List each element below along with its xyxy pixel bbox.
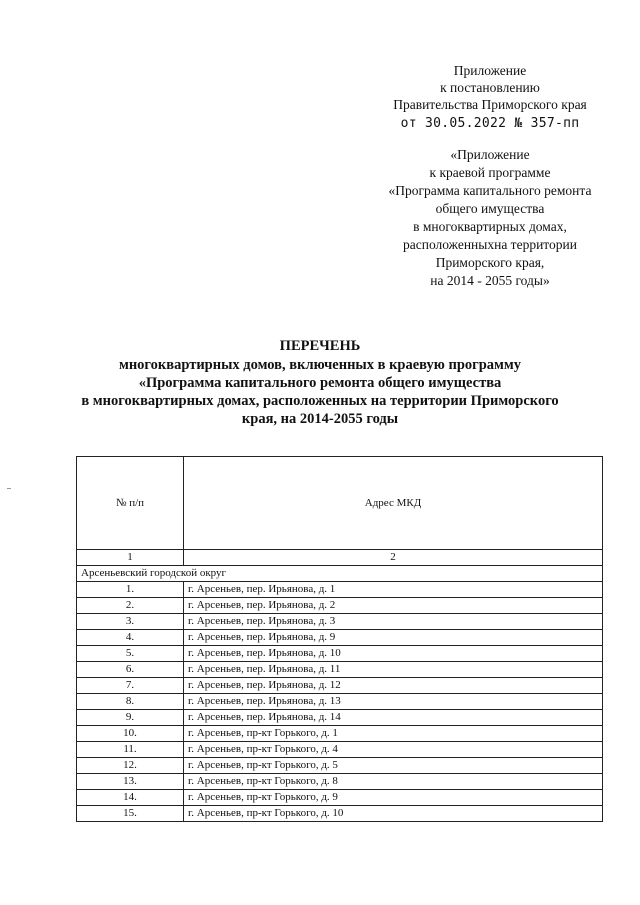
row-number: 4. bbox=[77, 630, 184, 646]
row-address: г. Арсеньев, пер. Ирьянова, д. 10 bbox=[184, 646, 603, 662]
scan-mark bbox=[7, 488, 11, 489]
row-number: 2. bbox=[77, 598, 184, 614]
row-number: 7. bbox=[77, 678, 184, 694]
buildings-table bbox=[76, 456, 603, 822]
table-row bbox=[77, 630, 603, 646]
program-appendix-line-1: «Приложение bbox=[450, 147, 530, 162]
row-address: г. Арсеньев, пр-кт Горького, д. 9 bbox=[184, 790, 603, 806]
table-row bbox=[77, 582, 603, 598]
row-address: г. Арсеньев, пр-кт Горького, д. 1 bbox=[184, 726, 603, 742]
group-label: Арсеньевский городской округ bbox=[77, 566, 603, 582]
row-address: г. Арсеньев, пер. Ирьянова, д. 3 bbox=[184, 614, 603, 630]
program-appendix-line-8: на 2014 - 2055 годы» bbox=[430, 273, 550, 288]
group-row bbox=[77, 566, 603, 582]
title-line-3: «Программа капитального ремонта общего имущества bbox=[138, 375, 502, 391]
table-row bbox=[77, 678, 603, 694]
appendix-header bbox=[340, 62, 640, 132]
decree-number: от 30.05.2022 № 357-пп bbox=[400, 116, 580, 131]
row-address: г. Арсеньев, пер. Ирьянова, д. 12 bbox=[184, 678, 603, 694]
program-appendix-header bbox=[340, 146, 640, 290]
row-address: г. Арсеньев, пр-кт Горького, д. 5 bbox=[184, 758, 603, 774]
program-appendix-line-2: к краевой программе bbox=[429, 165, 551, 180]
row-address: г. Арсеньев, пр-кт Горького, д. 10 bbox=[184, 806, 603, 822]
row-number: 13. bbox=[77, 774, 184, 790]
table-row bbox=[77, 806, 603, 822]
row-address: г. Арсеньев, пер. Ирьянова, д. 1 bbox=[184, 582, 603, 598]
row-number: 9. bbox=[77, 710, 184, 726]
document-title bbox=[40, 337, 600, 428]
row-number: 6. bbox=[77, 662, 184, 678]
title-line-4: в многоквартирных домах, расположенных на территории Приморского bbox=[81, 393, 559, 409]
table-header-row bbox=[77, 457, 603, 550]
row-number: 15. bbox=[77, 806, 184, 822]
table-row bbox=[77, 598, 603, 614]
appendix-line-3: Правительства Приморского края bbox=[393, 97, 587, 112]
appendix-line-2: к постановлению bbox=[440, 80, 540, 95]
title-line-5: края, на 2014-2055 годы bbox=[241, 411, 399, 427]
table-row bbox=[77, 662, 603, 678]
table-row bbox=[77, 774, 603, 790]
column-number-row bbox=[77, 550, 603, 566]
row-number: 1. bbox=[77, 582, 184, 598]
row-number: 8. bbox=[77, 694, 184, 710]
table-row bbox=[77, 710, 603, 726]
column-number-1: 1 bbox=[77, 550, 184, 566]
table-row bbox=[77, 726, 603, 742]
title-line-2: многоквартирных домов, включенных в краевую программу bbox=[118, 357, 522, 373]
row-number: 10. bbox=[77, 726, 184, 742]
table-row bbox=[77, 790, 603, 806]
program-appendix-line-5: в многоквартирных домах, bbox=[413, 219, 567, 234]
program-appendix-line-6: расположенныхна территории bbox=[403, 237, 577, 252]
table-row bbox=[77, 694, 603, 710]
header-address: Адрес МКД bbox=[184, 457, 603, 550]
table-row bbox=[77, 758, 603, 774]
header-number: № п/п bbox=[77, 457, 184, 550]
row-address: г. Арсеньев, пер. Ирьянова, д. 13 bbox=[184, 694, 603, 710]
program-appendix-line-4: общего имущества bbox=[435, 201, 545, 216]
program-appendix-line-7: Приморского края, bbox=[435, 255, 545, 270]
program-appendix-line-3: «Программа капитального ремонта bbox=[388, 183, 592, 198]
table-row bbox=[77, 742, 603, 758]
row-number: 3. bbox=[77, 614, 184, 630]
row-address: г. Арсеньев, пер. Ирьянова, д. 2 bbox=[184, 598, 603, 614]
table-row bbox=[77, 614, 603, 630]
row-address: г. Арсеньев, пр-кт Горького, д. 8 bbox=[184, 774, 603, 790]
column-number-2: 2 bbox=[184, 550, 603, 566]
row-number: 5. bbox=[77, 646, 184, 662]
row-number: 14. bbox=[77, 790, 184, 806]
row-number: 12. bbox=[77, 758, 184, 774]
row-address: г. Арсеньев, пер. Ирьянова, д. 9 bbox=[184, 630, 603, 646]
row-address: г. Арсеньев, пер. Ирьянова, д. 14 bbox=[184, 710, 603, 726]
row-address: г. Арсеньев, пер. Ирьянова, д. 11 bbox=[184, 662, 603, 678]
row-number: 11. bbox=[77, 742, 184, 758]
title-line-1: ПЕРЕЧЕНЬ bbox=[279, 338, 361, 354]
table-row bbox=[77, 646, 603, 662]
appendix-line-1: Приложение bbox=[453, 63, 527, 78]
row-address: г. Арсеньев, пр-кт Горького, д. 4 bbox=[184, 742, 603, 758]
